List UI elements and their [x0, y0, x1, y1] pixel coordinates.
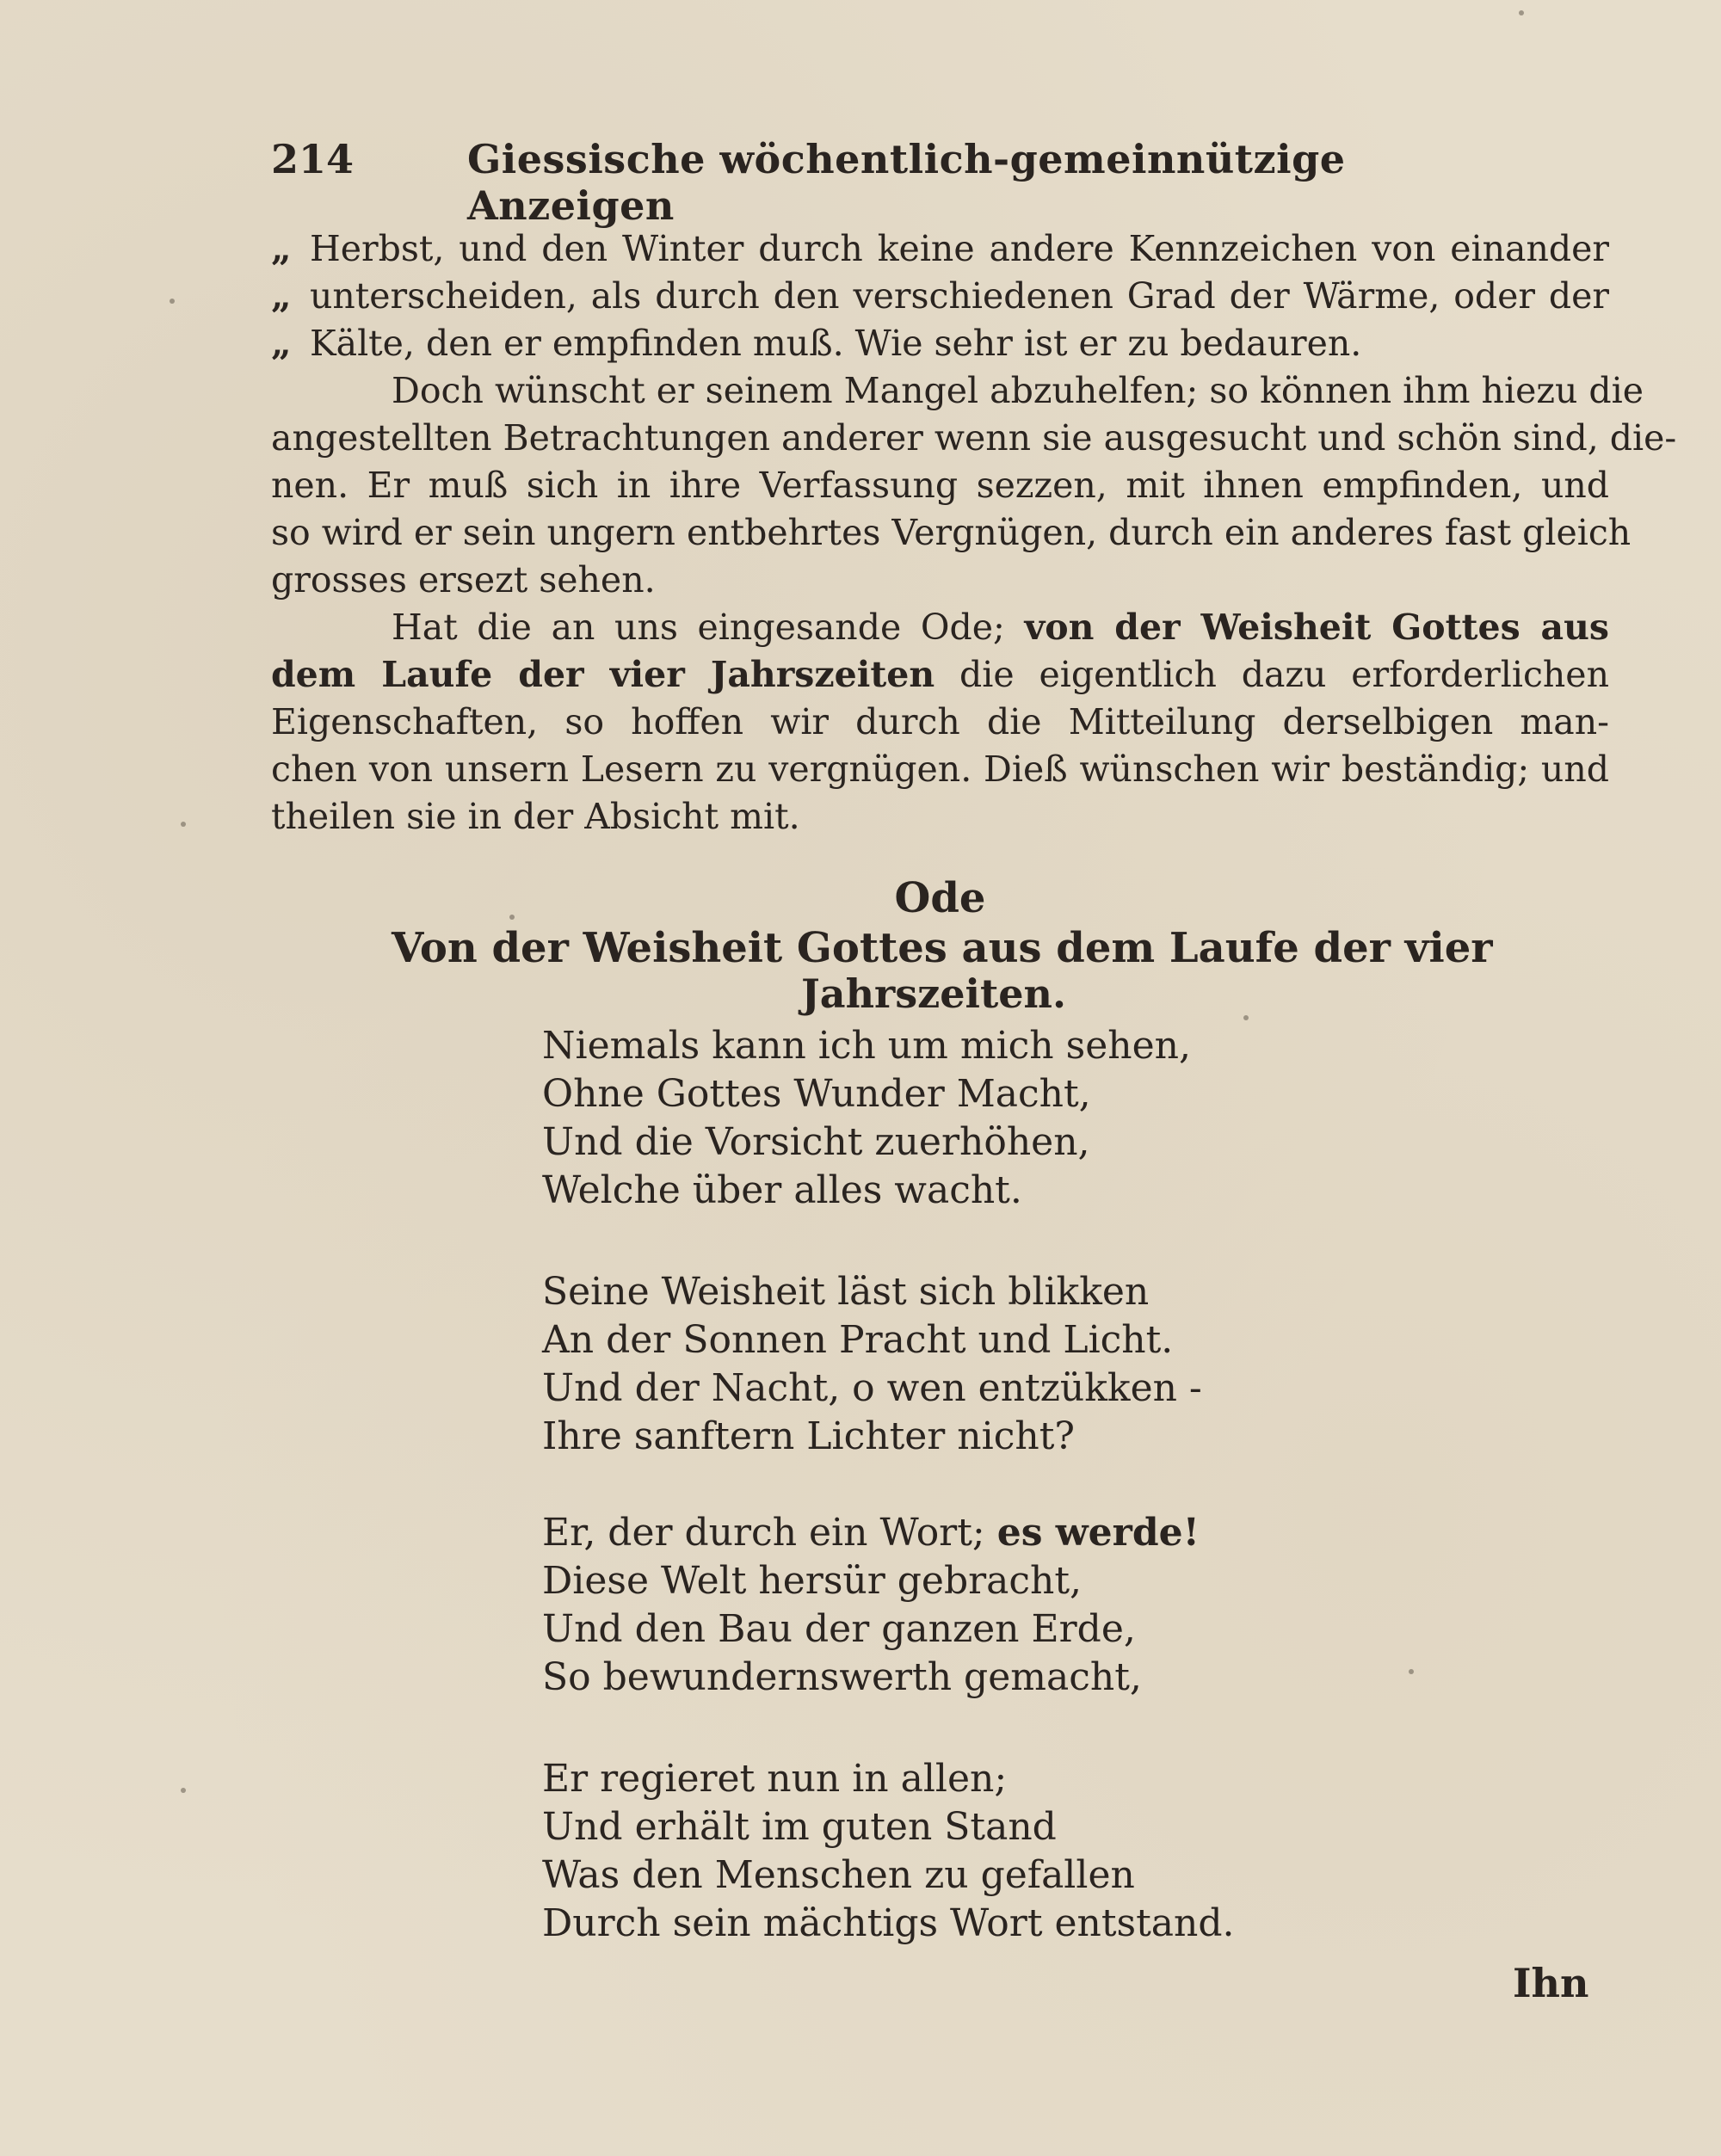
stanza-3 — [542, 1509, 1200, 1702]
paper-speck — [181, 1788, 186, 1793]
text-line: „ Herbst, und den Winter durch keine andere Kennzeichen von einander — [271, 225, 1609, 273]
poem-title: Von der Weisheit Gottes aus dem Laufe der vier — [392, 924, 1493, 972]
poem-title-continued: Jahrszeiten. — [801, 970, 1066, 1017]
paper-speck — [181, 822, 186, 827]
verse-line: Und der Nacht, o wen entzükken - — [542, 1366, 1202, 1410]
text-line: nen. Er muß sich in ihre Verfassung sezzen, mit ihnen empfinden, und — [271, 465, 1609, 506]
text-line: Eigenschaften, so hoffen wir durch die Mitteilung derselbigen man- — [271, 701, 1609, 742]
running-title: Giessische wöchentlich-gemeinnützige Anzeigen — [467, 136, 1346, 229]
text-line: dem Laufe der vier Jahrszeiten die eigentlich dazu erforderlichen — [271, 654, 1609, 695]
ode-title-reference: von der Weisheit Gottes aus — [1024, 607, 1609, 648]
quote-mark: „ — [271, 275, 292, 317]
verse-line: Was den Menschen zu gefallen — [542, 1853, 1135, 1897]
text-line: theilen sie in der Absicht mit. — [271, 796, 800, 837]
quote-mark: „ — [271, 228, 292, 269]
verse-line: Und den Bau der ganzen Erde, — [542, 1607, 1136, 1651]
page-number: 214 — [271, 136, 355, 182]
verse-line: Ohne Gottes Wunder Macht, — [542, 1072, 1091, 1116]
stanza-2 — [542, 1268, 1202, 1461]
text-line: so wird er sein ungern entbehrtes Vergnügen, durch ein anderes fast gleich — [271, 512, 1632, 553]
text-line: grosses ersezt sehen. — [271, 559, 656, 601]
verse-line: Und die Vorsicht zuerhöhen, — [542, 1120, 1090, 1164]
paper-speck — [509, 915, 515, 920]
verse-line: Ihre sanftern Lichter nicht? — [542, 1414, 1075, 1458]
verse-line: An der Sonnen Pracht und Licht. — [542, 1318, 1174, 1362]
verse-line: Durch sein mächtigs Wort entstand. — [542, 1901, 1235, 1945]
text-line: Hat die an uns eingesande Ode; von der Weisheit Gottes aus — [392, 607, 1609, 648]
stanza-4 — [542, 1755, 1235, 1948]
page-header — [271, 136, 1433, 229]
paper-speck — [1519, 10, 1524, 15]
verse-line: Er, der durch ein Wort; es werde! — [542, 1511, 1200, 1555]
verse-line: Er regieret nun in allen; — [542, 1757, 1008, 1801]
quote-mark: „ — [271, 323, 292, 364]
intro-text — [271, 225, 1677, 841]
text-line: „ Kälte, den er empfinden muß. Wie sehr ist er zu bedauren. — [271, 320, 1609, 367]
verse-line: Welche über alles wacht. — [542, 1168, 1022, 1212]
poem-kind: Ode — [894, 874, 986, 922]
text-line: Doch wünscht er seinem Mangel abzuhelfen; so können ihm hiezu die — [392, 370, 1644, 411]
stanza-1 — [542, 1022, 1191, 1215]
text-line: angestellten Betrachtungen anderer wenn sie ausgesucht und schön sind, die- — [271, 417, 1677, 459]
catchword: Ihn — [1513, 1960, 1589, 2006]
paper-speck — [170, 299, 175, 304]
text-line: chen von unsern Lesern zu vergnügen. Dieß wünschen wir beständig; und — [271, 748, 1609, 790]
paper-speck — [1243, 1015, 1249, 1020]
emphasis: es werde! — [996, 1511, 1200, 1555]
verse-line: Niemals kann ich um mich sehen, — [542, 1024, 1191, 1068]
verse-line: Diese Welt hersür gebracht, — [542, 1559, 1083, 1603]
paper-speck — [1409, 1669, 1414, 1674]
ode-title-reference: dem Laufe der vier Jahrszeiten — [271, 654, 935, 695]
text-line: „ unterscheiden, als durch den verschiedenen Grad der Wärme, oder der — [271, 273, 1609, 320]
verse-line: Seine Weisheit läst sich blikken — [542, 1270, 1150, 1314]
verse-line: So bewundernswerth gemacht, — [542, 1655, 1142, 1699]
verse-line: Und erhält im guten Stand — [542, 1805, 1057, 1849]
